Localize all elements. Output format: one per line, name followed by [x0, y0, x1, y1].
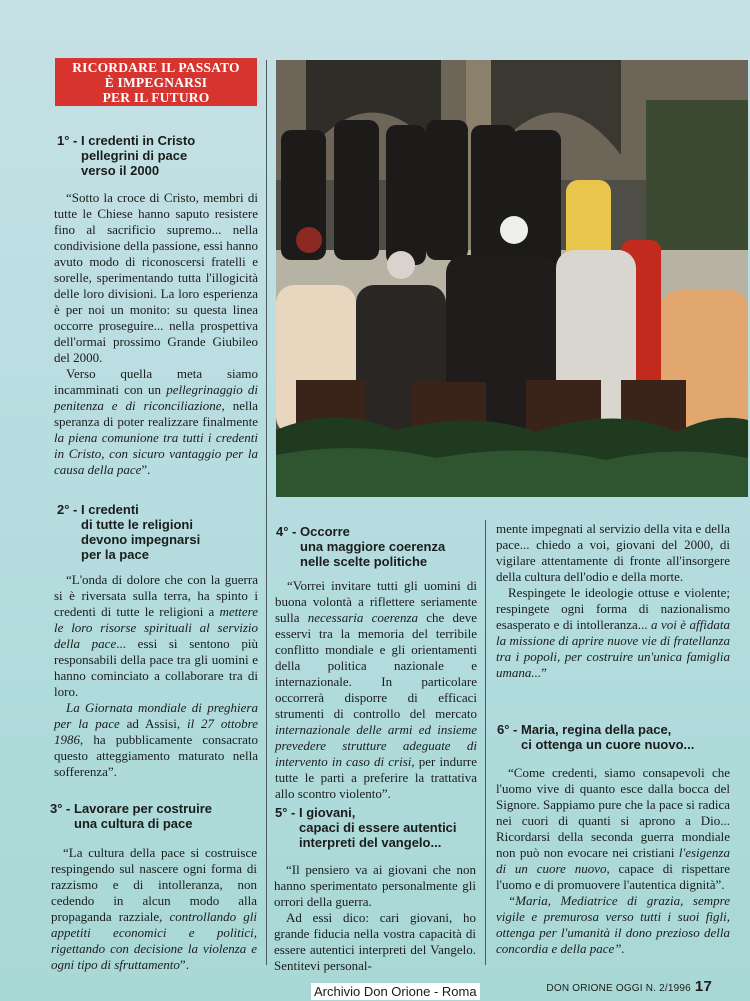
paragraph: La Giornata mondiale di preghiera per la pace ad Assisi, il 27 ottobre 1986, ha pubblicamente consacrato questo atteggiamento maturato nella sofferenza”. [54, 700, 258, 779]
section-number: 1° - [57, 133, 78, 148]
section-1-heading [57, 133, 257, 178]
page-footer [546, 978, 712, 995]
paragraph: “L'onda di dolore che con la guerra si è riversata sulla terra, ha spinto i credenti di tutte le religioni a mettere le loro risorse spirituali al servizio della pace... essi si sentono più responsabili della pace tra gli uomini e hanno cominciato a collaborare tra di loro. [54, 572, 258, 699]
heading-line: I credenti [81, 502, 139, 517]
section-number: 5° - [275, 805, 296, 820]
section-4-body [275, 578, 477, 802]
paragraph: “Sotto la croce di Cristo, membri di tutte le Chiese hanno saputo resistere fino al sacrificio supremo... nella condivisione della passione, essi hanno avuto modo di riconoscersi fratelli e sorelle, sperimentando tutta l'illogicità delle loro divisioni. La loro esperienza è per noi un monito: su questa linea occorre proseguire... nella prospettiva dell'ormai prossimo Grande Giubileo del 2000. [54, 190, 258, 365]
page-number: 17 [694, 978, 712, 995]
heading-line: una cultura di pace [74, 816, 193, 831]
paragraph: mente impegnati al servizio della vita e della pace... chiedo a voi, giovani del 2000, di vigilare attentamente di fronte all'insorgere della cultura dell'odio e della morte. [496, 521, 730, 584]
heading-line: per la pace [81, 547, 149, 562]
heading-line: devono impegnarsi [81, 532, 201, 547]
heading-line: Occorre [300, 524, 350, 539]
title-banner [55, 58, 257, 106]
heading-line: ci ottenga un cuore nuovo... [521, 737, 695, 752]
section-3-body [51, 845, 257, 973]
section-1-body [54, 190, 258, 478]
section-5-body [274, 862, 476, 974]
banner-line-2: È IMPEGNARSI [104, 74, 208, 90]
heading-line: pellegrini di pace [81, 148, 188, 163]
section-6-heading [497, 722, 732, 752]
heading-line: interpreti del vangelo... [299, 835, 442, 850]
banner-line-1: RICORDARE IL PASSATO [72, 59, 240, 75]
heading-line: Maria, regina della pace, [521, 722, 672, 737]
section-number: 3° - [50, 801, 71, 816]
section-number: 6° - [497, 722, 518, 737]
heading-line: I credenti in Cristo [81, 133, 196, 148]
column-rule [266, 60, 267, 965]
section-4-heading [276, 524, 481, 569]
heading-line: Lavorare per costruire [74, 801, 213, 816]
heading-line: nelle scelte politiche [300, 554, 428, 569]
paragraph: “Vorrei invitare tutti gli uomini di buona volontà a riflettere seriamente sulla necessaria coerenza che deve esservi tra la memoria del terribile conflitto mondiale e gli orientamenti della politica nazionale e internazionale. In particolare occorrerà disporre di efficaci strumenti di controllo del mercato internazionale delle armi ed insieme prevedere strutture adeguate di intervento in caso di crisi, per indurre tutte le parti a preferire la trattativa allo scontro violento”. [275, 578, 477, 801]
heading-line: di tutte le religioni [81, 517, 193, 532]
paragraph: Ad essi dico: cari giovani, ho grande fiducia nella vostra capacità di essere autentici interpreti del Vangelo. Sentitevi personal- [274, 910, 476, 973]
paragraph: “Come credenti, siamo consapevoli che l'uomo vive di quanto esce dalla bocca del Signore. Sappiamo pure che la pace si radica nei cuori di quanti si aprono a Dio... Ricordarsi della seconda guerra mondiale non può non evocare nei cristiani l'esigenza di un cuore nuovo, capace di rispettare l'uomo e di promuovere l'autentica dignità”. [496, 765, 731, 892]
paragraph: Verso quella meta siamo incamminati con un pellegrinaggio di penitenza e di riconciliazione, nella speranza di poter realizzare finalmente la piena comunione tra tutti i credenti in Cristo, con sicuro vantaggio per la causa della pace”. [54, 366, 258, 477]
paragraph: “Maria, Mediatrice di grazia, sempre vigile e premurosa verso tutti i suoi figli, ottenga per l'umanità il dono prezioso della concordia e della pace”. [496, 893, 730, 956]
heading-line: verso il 2000 [81, 163, 160, 178]
section-5-continuation [496, 521, 730, 681]
heading-line: capaci di essere autentici [299, 820, 457, 835]
magazine-issue: DON ORIONE OGGI N. 2/1996 [546, 983, 691, 994]
paragraph: “Il pensiero va ai giovani che non hanno sperimentato personalmente gli orrori della guerra. [274, 862, 476, 909]
section-number: 2° - [57, 502, 78, 517]
section-number: 4° - [276, 524, 297, 539]
heading-line: una maggiore coerenza [300, 539, 446, 554]
archive-watermark: Archivio Don Orione - Roma [311, 983, 480, 1000]
section-2-body [54, 572, 258, 780]
banner-line-3: PER IL FUTURO [102, 89, 210, 105]
column-rule [485, 520, 486, 965]
event-photo [276, 60, 748, 497]
paragraph: Respingete le ideologie ottuse e violente; respingete ogni forma di nazionalismo esasperato e di intolleranza... a voi è affidata la missione di aprire nuove vie di fratellanza tra i popoli, per costruire un'unica famiglia umana...” [496, 585, 730, 680]
section-5-heading [275, 805, 480, 850]
section-3-heading [50, 801, 260, 831]
paragraph: “La cultura della pace si costruisce respingendo sul nascere ogni forma di razzismo e di intolleranza, non cedendo in alcun modo alla propaganda razziale, controllando gli appetiti economici e politici, rigettando con decisione la violenza e ogni tipo di sfruttamento”. [51, 845, 258, 972]
section-6-body [496, 765, 730, 957]
heading-line: I giovani, [299, 805, 356, 820]
section-2-heading [57, 502, 257, 562]
